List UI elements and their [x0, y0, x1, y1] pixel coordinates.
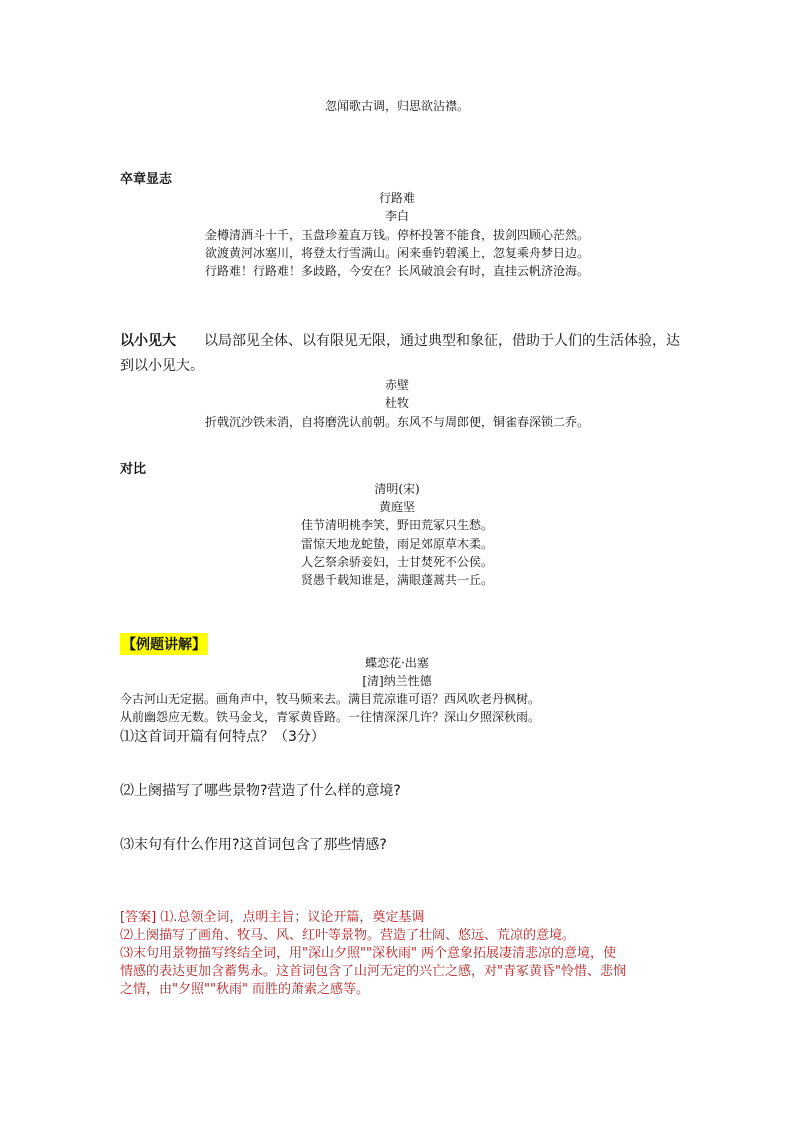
example-badge: 【例题讲解】 [120, 633, 208, 655]
answer-line: [答案] ⑴.总领全词，点明主旨；议论开篇，奠定基调 [120, 910, 425, 925]
section-heading-yixiao: 以小见大 [120, 333, 176, 349]
section-heading-duibi: 对比 [120, 462, 147, 477]
poem-title: 蝶恋花·出塞 [365, 656, 429, 670]
poem-line: 雷惊天地龙蛇蛰，雨足郊原草木柔。 [300, 537, 493, 551]
section-description: 以局部见全体、以有限见无限，通过典型和象征，借助于人们的生活体验，达 [204, 333, 680, 349]
poem-title: 赤壁 [384, 378, 409, 392]
poem-title: 清明(宋) [374, 482, 420, 496]
answer-line: 情感的表达更加含蓄隽永。这首词包含了山河无定的兴亡之感，对"青冢黄昏"怜惜、悲悯 [120, 964, 626, 979]
poem-line: 折戟沉沙铁未消，自将磨洗认前朝。东风不与周郎便，铜雀春深锁二乔。 [204, 415, 589, 429]
answer-line: ⑶末句用景物描写终结全词，用"深山夕照""深秋雨" 两个意象拓展凄清悲凉的意境，使 [120, 946, 617, 961]
question-3: ⑶末句有什么作用?这首词包含了那些情感? [120, 837, 387, 853]
poem-line: 行路难！行路难！多歧路，今安在？长风破浪会有时，直挂云帆济沧海。 [204, 264, 589, 278]
poem-line: 金樽清酒斗十千，玉盘珍羞直万钱。停杯投箸不能食，拔剑四顾心茫然。 [204, 228, 589, 242]
poem-line: 佳节清明桃李笑，野田荒冢只生愁。 [300, 518, 493, 532]
answer-line: ⑵上阕描写了画角、牧马、风、红叶等景物。营造了壮阔、悠远、荒凉的意境。 [120, 928, 576, 943]
poem-line: 贤愚千载知谁是，满眼蓬蒿共一丘。 [300, 573, 493, 587]
question-1: ⑴这首词开篇有何特点？（3分） [120, 729, 325, 745]
answer-line: 之情，由"夕照""秋雨" 而胜的萧索之感等。 [120, 982, 370, 997]
poem-author: 李白 [384, 209, 409, 223]
poem-line: 从前幽怨应无数。铁马金戈，青冢黄昏路。一往情深深几许？深山夕照深秋雨。 [120, 710, 541, 724]
poem-author: [清]纳兰性德 [362, 674, 432, 688]
poem-title: 行路难 [378, 191, 415, 205]
poem-author: 杜牧 [384, 396, 409, 410]
section-description-cont: 到以小见大。 [120, 358, 204, 374]
poem-line: 今古河山无定据。画角声中，牧马频来去。满目荒凉谁可语？西风吹老丹枫树。 [120, 692, 541, 706]
poem-author: 黄庭坚 [378, 500, 415, 514]
question-2: ⑵上阕描写了哪些景物?营造了什么样的意境? [120, 783, 401, 799]
poem-line: 欲渡黄河冰塞川，将登太行雪满山。闲来垂钓碧溪上，忽复乘舟梦日边。 [204, 246, 589, 260]
section-heading-xinzhang: 卒章显志 [120, 172, 173, 187]
poem-line: 人乞祭余骄妾妇，士甘焚死不公侯。 [300, 555, 493, 569]
poem-closing-line: 忽闻歌古调，归思欲沾襟。 [324, 99, 469, 113]
